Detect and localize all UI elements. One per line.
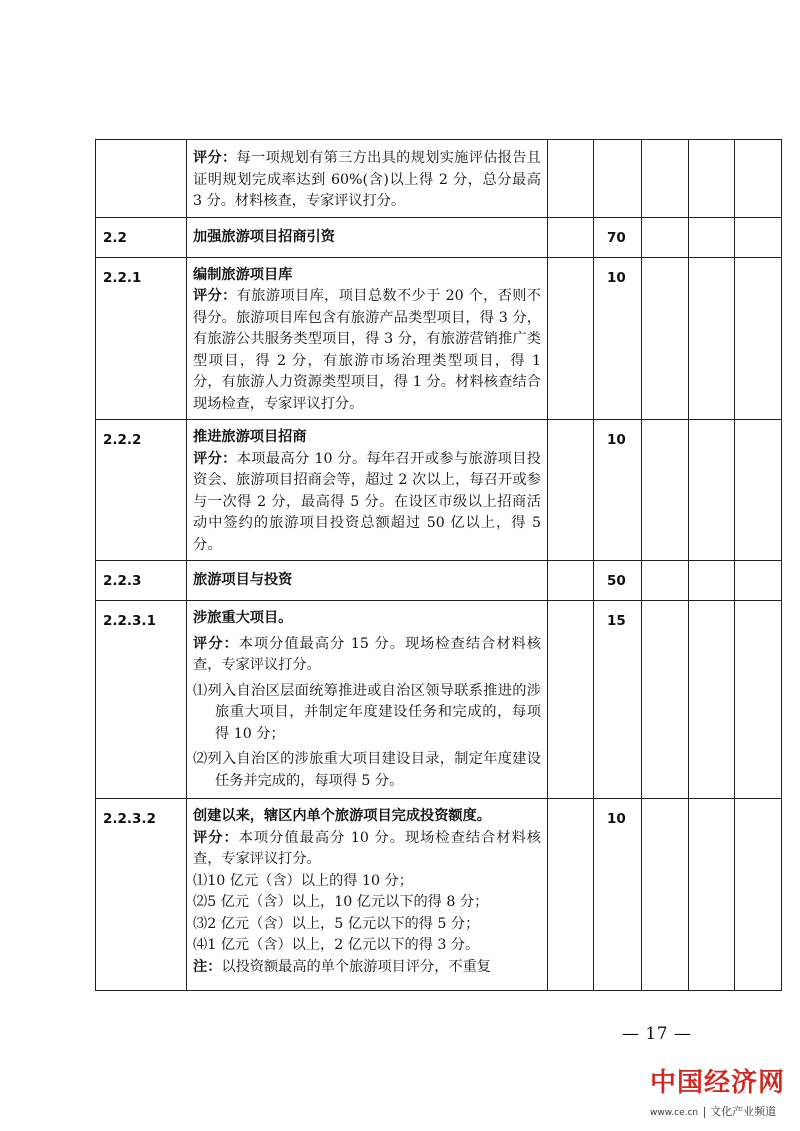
score-cell: 15 [594, 601, 642, 799]
item-title: 创建以来，辖区内单个旅游项目完成投资额度。 [193, 808, 491, 824]
score-cell: 50 [594, 561, 642, 601]
score-cell: 70 [594, 217, 642, 257]
table-row [96, 601, 782, 799]
item-content-cell [187, 420, 548, 561]
item-code-cell: 2.2.3.2 [96, 799, 187, 991]
blank-cell [689, 217, 735, 257]
blank-cell [642, 257, 689, 420]
score-cell: 10 [594, 257, 642, 420]
site-url: www.ce.cn [650, 1108, 699, 1118]
blank-cell [642, 561, 689, 601]
item-content-cell [187, 601, 548, 799]
blank-cell [642, 140, 689, 218]
list-item: ⑶2 亿元（含）以上，5 亿元以下的得 5 分； [193, 915, 480, 932]
note-text: 以投资额最高的单个旅游项目评分，不重复 [221, 958, 491, 975]
item-content-cell [187, 561, 548, 601]
item-code-cell: 2.2.3 [96, 561, 187, 601]
table-row [96, 257, 782, 420]
page-number: — 17 — [622, 1024, 692, 1044]
list-item: ⑷1 亿元（含）以上，2 亿元以下的得 3 分。 [193, 937, 480, 953]
table-row [96, 217, 782, 257]
blank-cell [642, 420, 689, 561]
item-content-cell [187, 799, 548, 991]
blank-cell [642, 217, 689, 257]
scoring-label: 评分： [193, 635, 239, 652]
item-content-cell [187, 257, 548, 420]
scoring-label: 评分： [193, 450, 237, 467]
blank-cell [735, 257, 782, 420]
scoring-label: 评分： [193, 150, 237, 166]
scoring-text: 本项分值最高分 15 分。现场检查结合材料核查，专家评议打分。 [193, 635, 541, 673]
item-code-cell: 2.2.2 [96, 420, 187, 561]
divider [704, 1107, 705, 1118]
blank-cell [689, 799, 735, 991]
watermark-logo [650, 1067, 796, 1125]
blank-cell [689, 257, 735, 420]
scoring-label: 评分： [193, 829, 239, 846]
blank-cell [735, 561, 782, 601]
list-item: ⑴10 亿元（含）以上的得 10 分； [193, 872, 413, 889]
item-code-cell [96, 140, 187, 218]
note-label: 注： [193, 958, 222, 975]
blank-cell [735, 140, 782, 218]
score-cell: 10 [594, 420, 642, 561]
item-title: 编制旅游项目库 [193, 266, 293, 283]
item-content-cell [187, 217, 548, 257]
blank-cell [548, 799, 594, 991]
channel-name: 文化产业频道 [710, 1105, 777, 1118]
table-row [96, 561, 782, 601]
table-row [96, 799, 782, 991]
item-code-cell: 2.2 [96, 217, 187, 257]
blank-cell [548, 257, 594, 420]
blank-cell [735, 420, 782, 561]
blank-cell [689, 420, 735, 561]
scoring-text: 有旅游项目库，项目总数不少于 20 个，否则不得分。旅游项目库包含有旅游产品类型项目，得 3 分，有旅游公共服务类型项目，得 3 分，有旅游营销推广类型项目，得 2 分，有旅游市场治理类型项目，得 1 分，有旅游人力资源类型项目，得 1 分。材料核查结合现场检查，专家评议打分。 [193, 288, 541, 412]
list-item: ⑵5 亿元（含）以上，10 亿元以下的得 8 分； [193, 894, 489, 910]
table-row [96, 140, 782, 218]
blank-cell [689, 601, 735, 799]
blank-cell [642, 601, 689, 799]
blank-cell [548, 561, 594, 601]
table-row [96, 420, 782, 561]
score-cell [594, 140, 642, 218]
blank-cell [548, 217, 594, 257]
blank-cell [689, 561, 735, 601]
brand-subline [650, 1103, 796, 1119]
blank-cell [689, 140, 735, 218]
scoring-text: 本项分值最高分 10 分。现场检查结合材料核查，专家评议打分。 [193, 829, 541, 867]
item-content-cell [187, 140, 548, 218]
item-title: 涉旅重大项目。 [193, 610, 293, 626]
item-code-cell: 2.2.3.1 [96, 601, 187, 799]
item-title: 推进旅游项目招商 [193, 429, 307, 445]
score-cell: 10 [594, 799, 642, 991]
scoring-text: 本项最高分 10 分。每年召开或参与旅游项目投资会、旅游项目招商会等，超过 2 次以上，每召开或参与一次得 2 分，最高得 5 分。在设区市级以上招商活动中签约的旅游项目投资总额超过 50 亿以上，得 5 分。 [193, 450, 541, 553]
item-title: 旅游项目与投资 [193, 572, 293, 588]
blank-cell [735, 217, 782, 257]
scoring-text: 每一项规划有第三方出具的规划实施评估报告且证明规划完成率达到 60%(含)以上得 2 分，总分最高 3 分。材料核查，专家评议打分。 [193, 150, 541, 209]
scoring-label: 评分： [193, 288, 237, 304]
blank-cell [548, 420, 594, 561]
blank-cell [735, 799, 782, 991]
blank-cell [735, 601, 782, 799]
item-title: 加强旅游项目招商引资 [193, 228, 335, 245]
blank-cell [548, 601, 594, 799]
list-item: ⑴列入自治区层面统筹推进或自治区领导联系推进的涉旅重大项目，并制定年度建设任务和完成的，每项得 10 分； [193, 682, 541, 742]
scoring-table [95, 139, 782, 991]
list-item: ⑵列入自治区的涉旅重大项目建设目录，制定年度建设任务并完成的，每项得 5 分。 [193, 751, 541, 789]
item-code-cell: 2.2.1 [96, 257, 187, 420]
blank-cell [642, 799, 689, 991]
brand-name: 中国经济网 [650, 1068, 786, 1098]
blank-cell [548, 140, 594, 218]
